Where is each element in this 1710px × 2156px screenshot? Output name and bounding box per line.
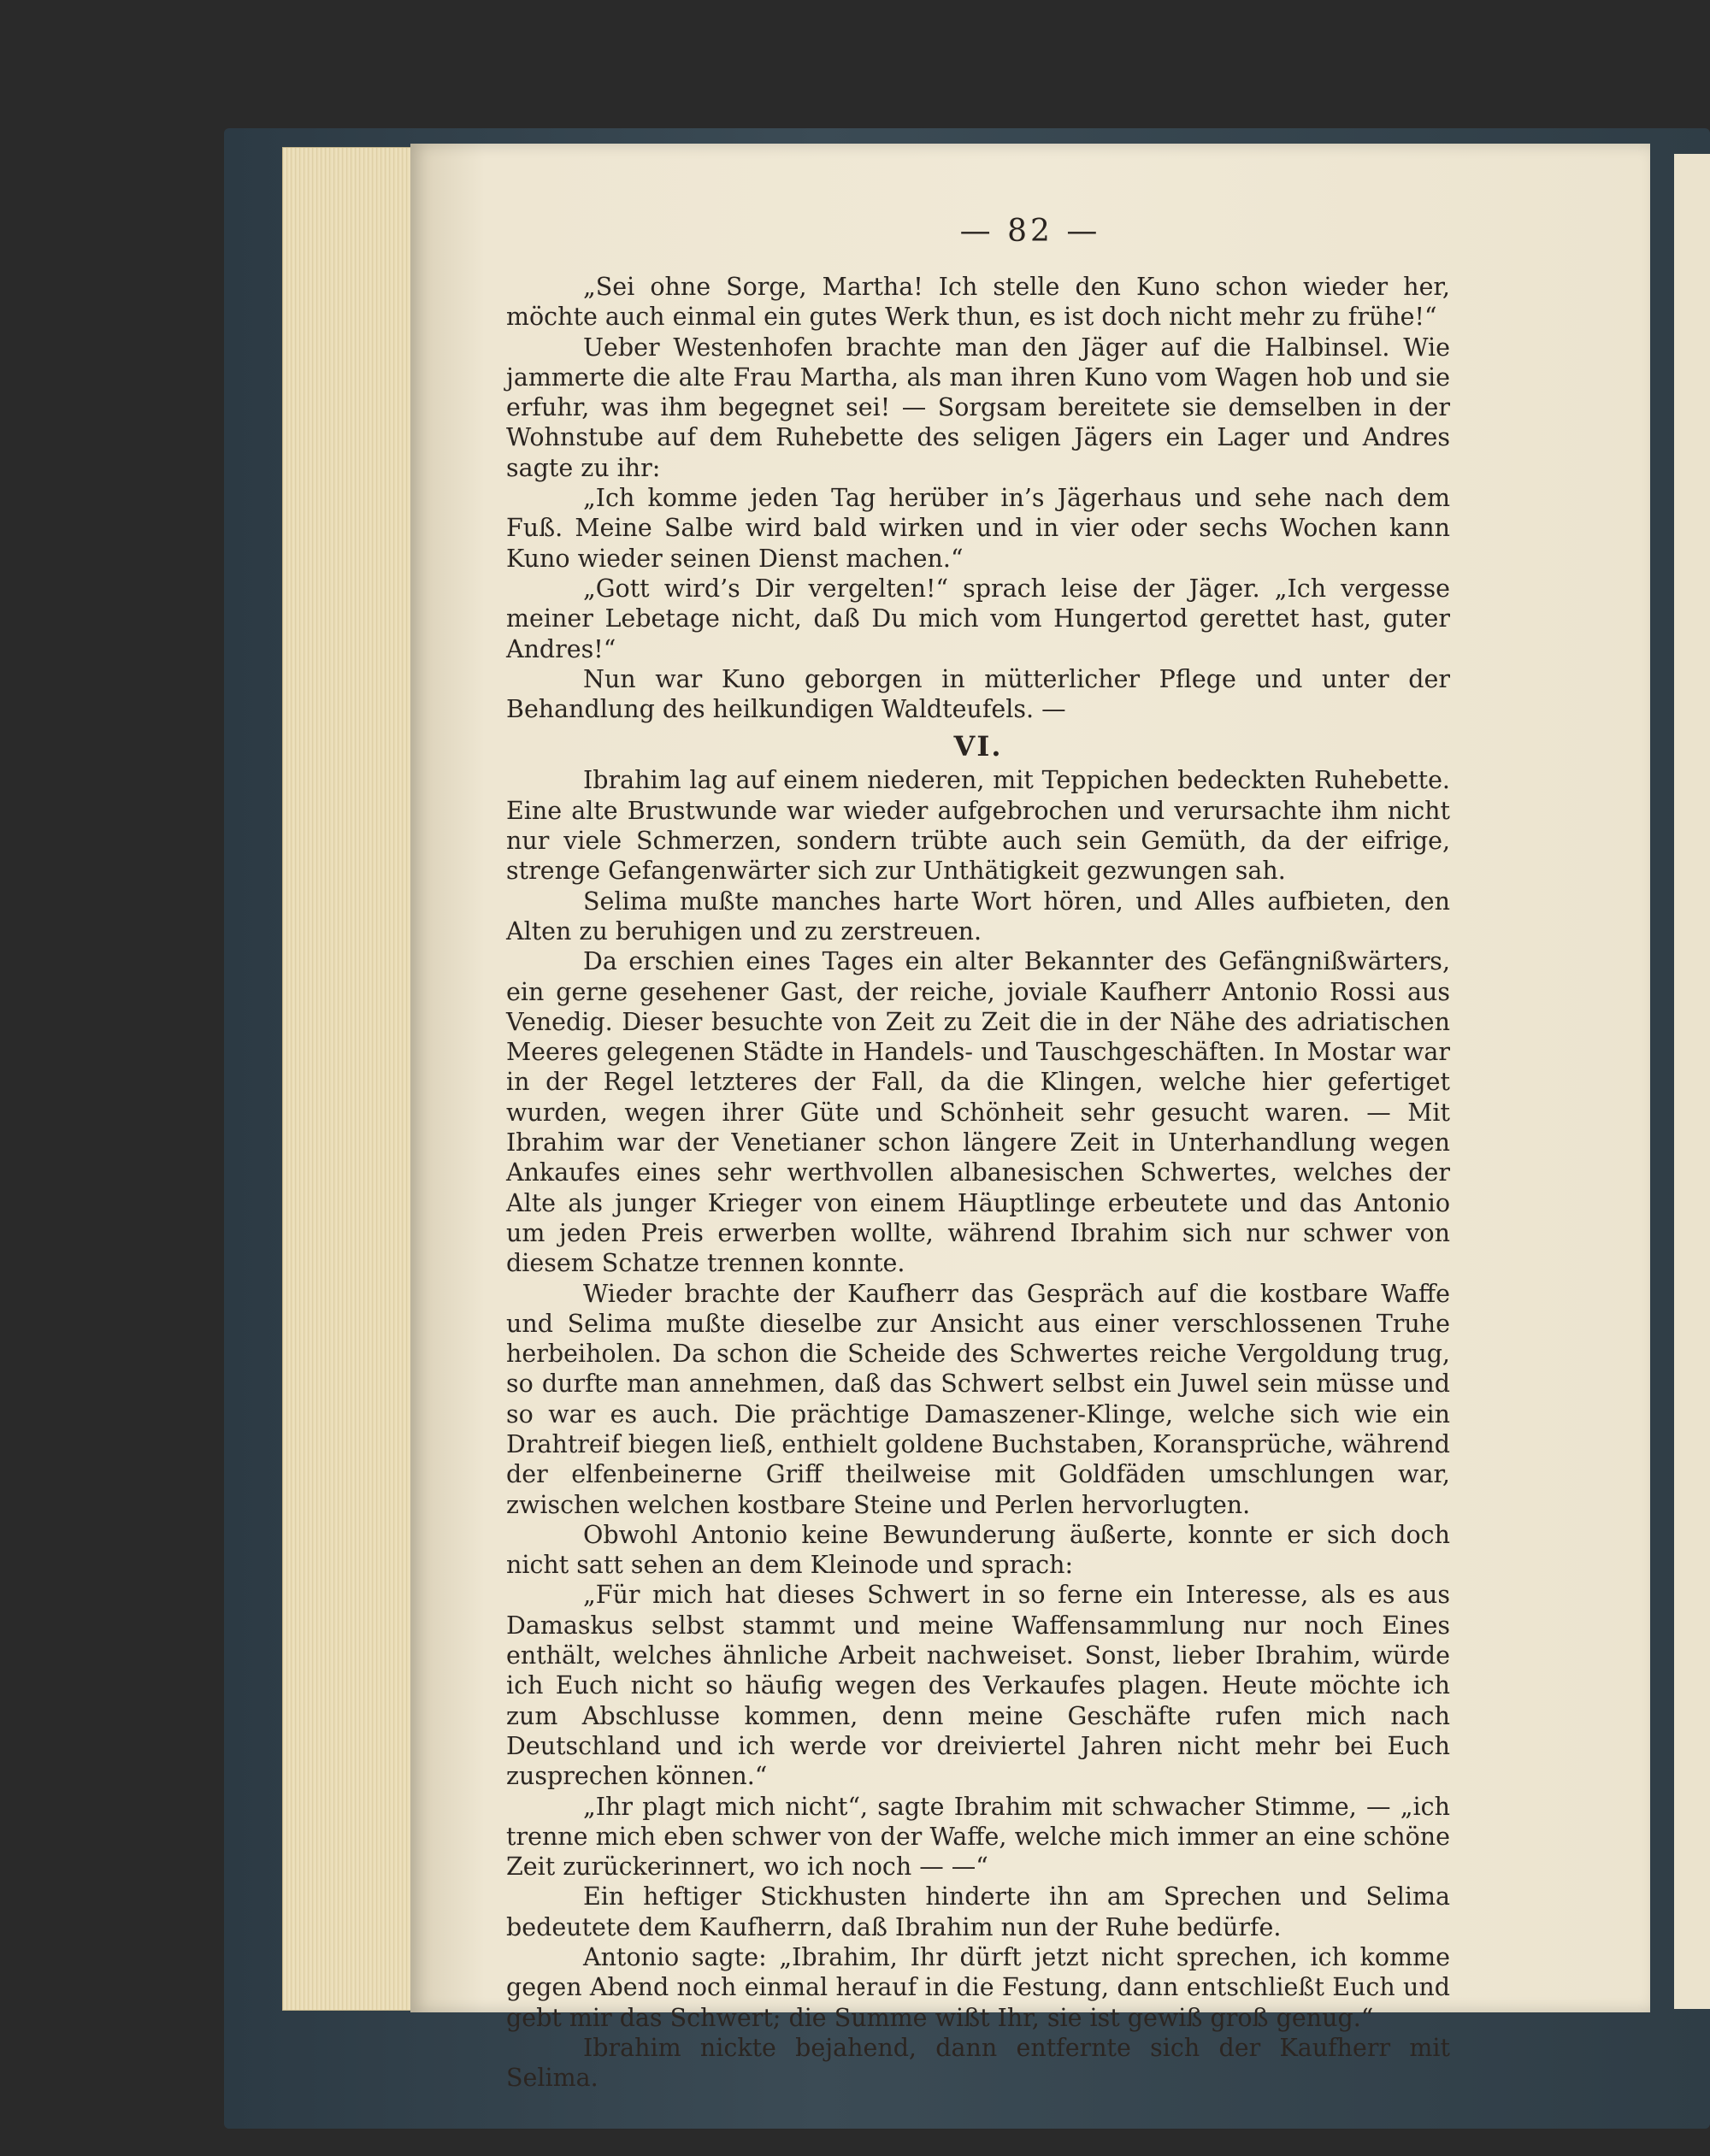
paragraph: Ueber Westenhofen brachte man den Jäger auf die Halbinsel. Wie jammerte die alte Frau Martha, als man ihren Kuno vom Wagen hob und sie erfuhr, was ihm begegnet sei! — Sorgsam bereitete sie demselben in der Wohnstube auf dem Ruhebette des seligen Jägers ein Lager und Andres sagte zu ihr:: [506, 333, 1450, 482]
paragraph: Antonio sagte: „Ibrahim, Ihr dürft jetzt nicht sprechen, ich komme gegen Abend noch einmal herauf in die Festung, dann entschließt Euch und gebt mir das Schwert; die Summe wißt Ihr, sie ist gewiß groß genug.“: [506, 1943, 1450, 2032]
paragraph: Da erschien eines Tages ein alter Bekannter des Gefängnißwärters, ein gerne gesehener Gast, der reiche, joviale Kaufherr Antonio Rossi aus Venedig. Dieser besuchte von Zeit zu Zeit die in der Nähe des adriatischen Meeres gelegenen Städte in Handels- und Tauschgeschäften. In Mostar war in der Regel letzteres der Fall, da die Klingen, welche hier gefertiget wurden, wegen ihrer Güte und Schönheit sehr gesucht waren. — Mit Ibrahim war der Venetianer schon längere Zeit in Unterhandlung wegen Ankaufes eines sehr werthvollen albanesischen Schwertes, welches der Alte als junger Krieger von einem Häuptlinge erbeutete und das Antonio um jeden Preis erwerben wollte, während Ibrahim sich nur schwer von diesem Schatze trennen konnte.: [506, 947, 1450, 1278]
chapter-heading: VI.: [953, 730, 1003, 763]
page-text: [506, 272, 1450, 2094]
paragraph: „Ich komme jeden Tag herüber in’s Jägerhaus und sehe nach dem Fuß. Meine Salbe wird bald wirken und in vier oder sechs Wochen kann Kuno wieder seinen Dienst machen.“: [506, 484, 1450, 573]
paragraph: „Gott wird’s Dir vergelten!“ sprach leise der Jäger. „Ich vergesse meiner Lebetage nicht, daß Du mich vom Hungertod gerettet hast, guter Andres!“: [506, 574, 1450, 663]
paragraph: „Sei ohne Sorge, Martha! Ich stelle den Kuno schon wieder her, möchte auch einmal ein gutes Werk thun, es ist doch nicht mehr zu frühe!“: [506, 273, 1450, 332]
paragraph: Ibrahim lag auf einem niederen, mit Teppichen bedeckten Ruhebette. Eine alte Brustwunde war wieder aufgebrochen und verursachte ihm nicht nur viele Schmerzen, sondern trübte auch sein Gemüth, da der eifrige, strenge Gefangenwärter sich zur Unthätigkeit gezwungen sah.: [506, 766, 1450, 886]
paragraph: Nun war Kuno geborgen in mütterlicher Pflege und unter der Behandlung des heilkundigen Waldteufels. —: [506, 664, 1450, 724]
paragraph: Ibrahim nickte bejahend, dann entfernte sich der Kaufherr mit Selima.: [506, 2033, 1450, 2093]
paragraph: Wieder brachte der Kaufherr das Gespräch auf die kostbare Waffe und Selima mußte dieselbe zur Ansicht aus einer verschlossenen Truhe herbeiholen. Da schon die Scheide des Schwertes reiche Vergoldung trug, so durfte man annehmen, daß das Schwert selbst ein Juwel sein müsse und so war es auch. Die prächtige Damaszener-Klinge, welche sich wie ein Drahtreif biegen ließ, enthielt goldene Buchstaben, Koransprüche, während der elfenbeinerne Griff theilweise mit Goldfäden umschlungen war, zwischen welchen kostbare Steine und Perlen hervorlugten.: [506, 1279, 1450, 1519]
page-number: — 82 —: [959, 214, 1101, 249]
paragraph: „Für mich hat dieses Schwert in so ferne ein Interesse, als es aus Damaskus selbst stammt und meine Waffensammlung nur noch Eines enthält, welches ähnliche Arbeit nachweiset. Sonst, lieber Ibrahim, würde ich Euch nicht so häufig wegen des Verkaufes plagen. Heute möchte ich zum Abschlusse kommen, denn meine Geschäfte rufen mich nach Deutschland und ich werde vor dreiviertel Jahren nicht mehr bei Euch zusprechen können.“: [506, 1581, 1450, 1791]
paragraph: „Ihr plagt mich nicht“, sagte Ibrahim mit schwacher Stimme, — „ich trenne mich eben schwer von der Waffe, welche mich immer an eine schöne Zeit zurückerinnert, wo ich noch — —“: [506, 1792, 1450, 1882]
page-edges: [282, 147, 421, 2011]
facing-page-edge: [1674, 154, 1710, 2009]
paragraph: Obwohl Antonio keine Bewunderung äußerte, konnte er sich doch nicht satt sehen an dem Kleinode und sprach:: [506, 1520, 1450, 1580]
book-page: [410, 144, 1650, 2093]
paragraph: Ein heftiger Stickhusten hinderte ihn am Sprechen und Selima bedeutete dem Kaufherrn, daß Ibrahim nun der Ruhe bedürfe.: [506, 1882, 1450, 1941]
paragraph: Selima mußte manches harte Wort hören, und Alles aufbieten, den Alten zu beruhigen und zu zerstreuen.: [506, 887, 1450, 945]
